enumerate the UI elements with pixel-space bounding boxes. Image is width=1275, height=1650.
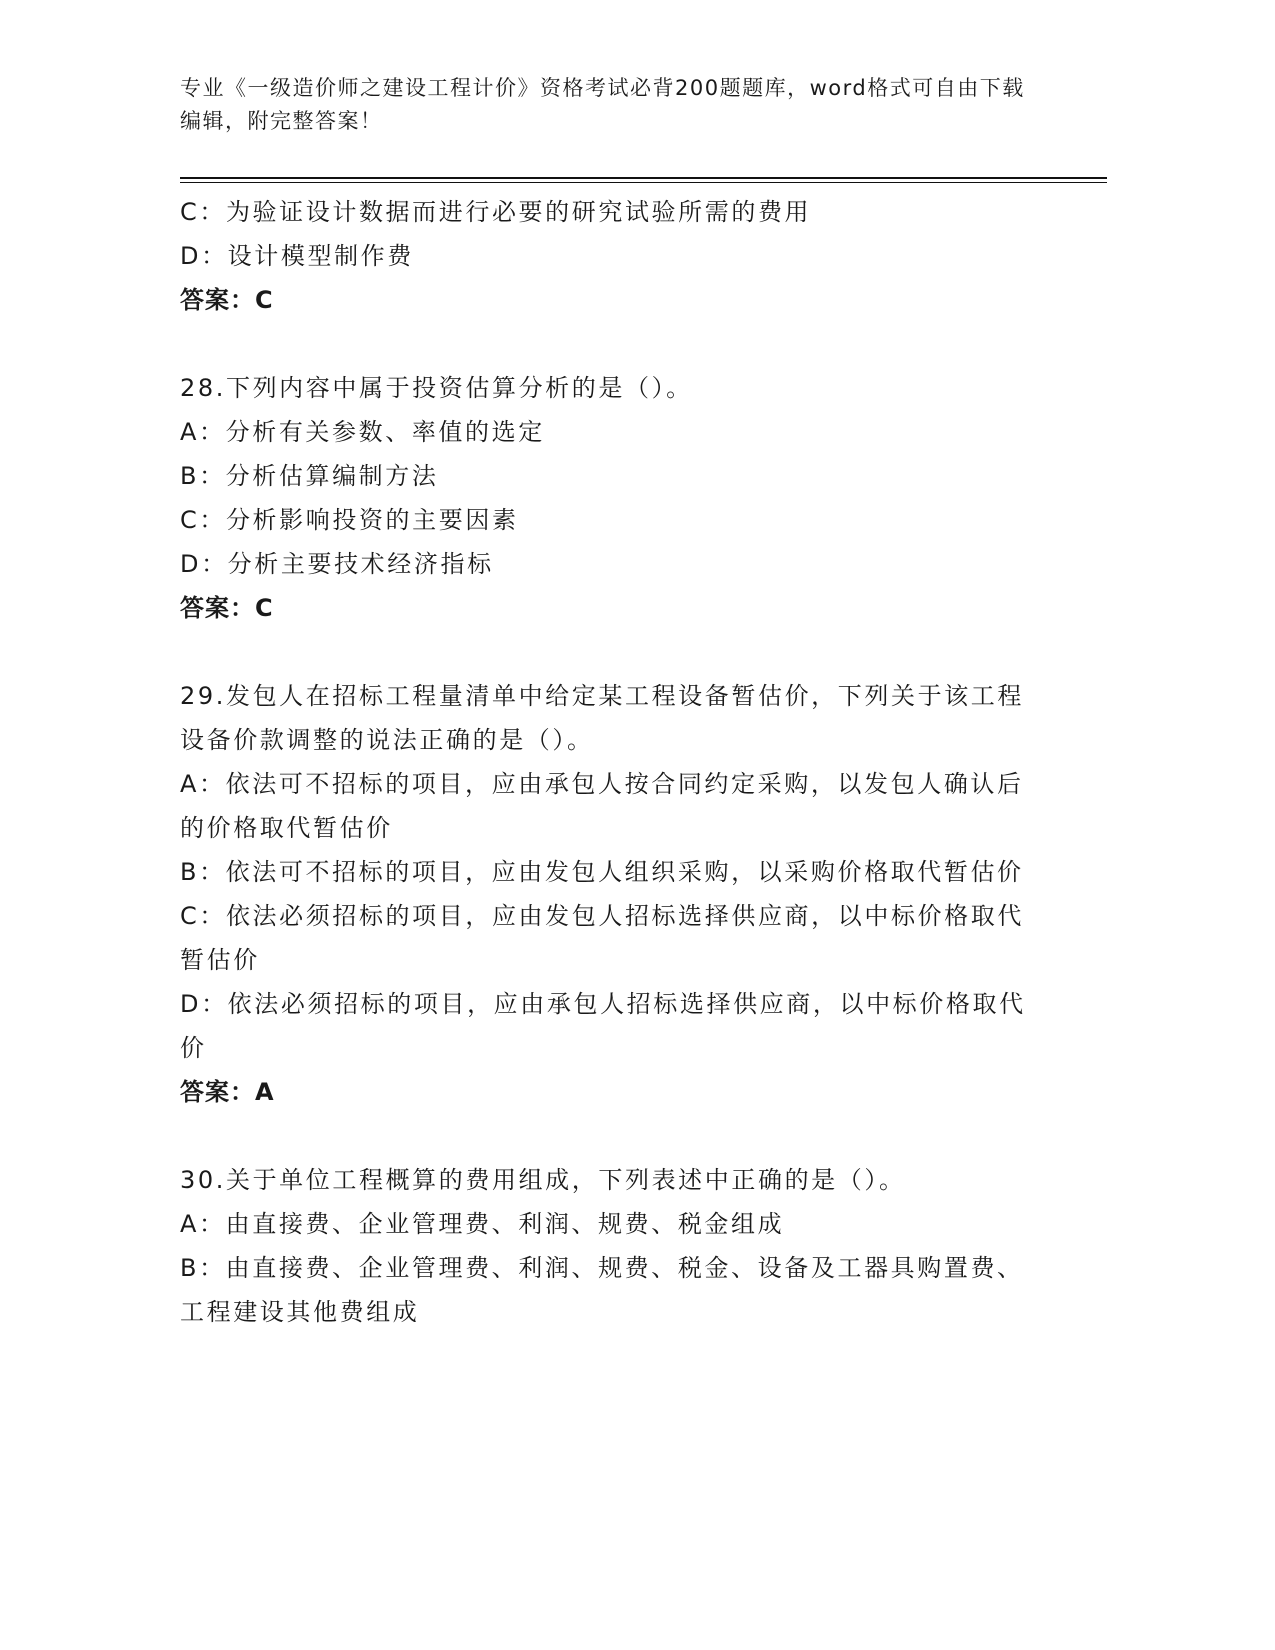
question-stem: 28.下列内容中属于投资估算分析的是（）。 <box>180 374 693 402</box>
option-a: A：依法可不招标的项目，应由承包人按合同约定采购，以发包人确认后的价格取代暂估价 <box>180 770 1024 842</box>
question-stem: 29.发包人在招标工程量清单中给定某工程设备暂估价，下列关于该工程设备价款调整的说法正确的是（）。 <box>180 682 1024 754</box>
option-c: C：为验证设计数据而进行必要的研究试验所需的费用 <box>180 198 812 226</box>
option-a: A：分析有关参数、率值的选定 <box>180 418 545 446</box>
option-b: B：分析估算编制方法 <box>180 462 439 490</box>
answer-line: 答案：A <box>180 1078 275 1106</box>
question-29 <box>180 674 1050 1114</box>
option-b: B：依法可不招标的项目，应由发包人组织采购，以采购价格取代暂估价 <box>180 858 1024 886</box>
document-header: 专业《一级造价师之建设工程计价》资格考试必背200题题库，word格式可自由下载编辑，附完整答案！ <box>180 76 1025 133</box>
question-28 <box>180 366 1050 630</box>
option-a: A：由直接费、企业管理费、利润、规费、税金组成 <box>180 1210 785 1238</box>
question-27-continuation <box>180 190 1050 322</box>
answer-line: 答案：C <box>180 594 274 622</box>
option-c: C：分析影响投资的主要因素 <box>180 506 519 534</box>
header-divider-thick <box>180 177 1107 179</box>
question-30 <box>180 1158 1050 1334</box>
option-b: B：由直接费、企业管理费、利润、规费、税金、设备及工器具购置费、工程建设其他费组成 <box>180 1254 1024 1326</box>
document-body <box>180 190 1050 1334</box>
header-divider-thin <box>180 182 1107 183</box>
option-d: D：设计模型制作费 <box>180 242 414 270</box>
option-d: D：分析主要技术经济指标 <box>180 550 494 578</box>
option-d: D：依法必须招标的项目，应由承包人招标选择供应商，以中标价格取代价 <box>180 990 1026 1062</box>
answer-line: 答案：C <box>180 286 274 314</box>
question-stem: 30.关于单位工程概算的费用组成，下列表述中正确的是（）。 <box>180 1166 906 1194</box>
option-c: C：依法必须招标的项目，应由发包人招标选择供应商，以中标价格取代暂估价 <box>180 902 1024 974</box>
